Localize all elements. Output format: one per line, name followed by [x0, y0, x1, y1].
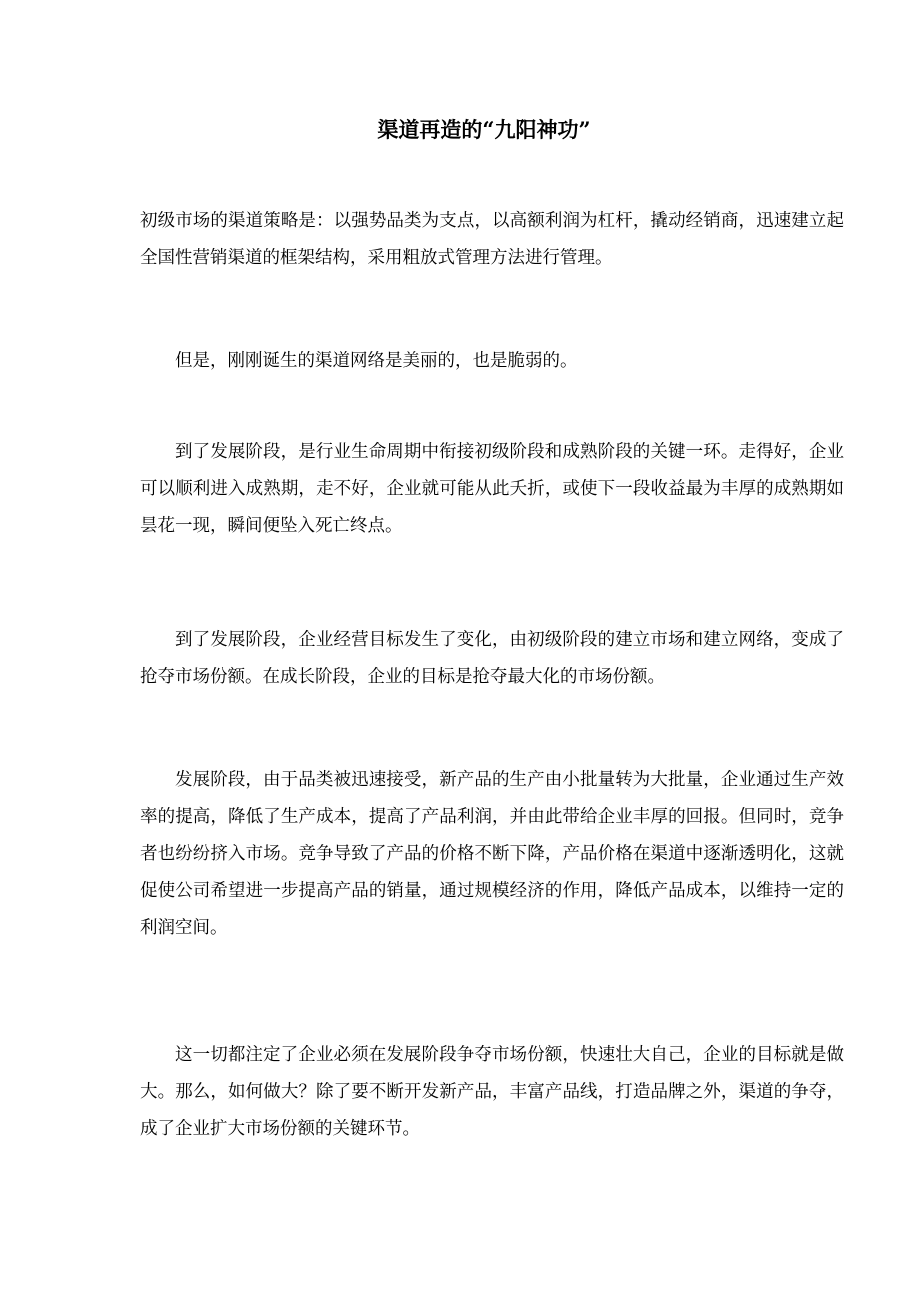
- paragraph-1: 初级市场的渠道策略是：以强势品类为支点，以高额利润为杠杆，撬动经销商，迅速建立起全国性营销渠道的框架结构，采用粗放式管理方法进行管理。: [140, 211, 844, 268]
- paragraph-4: 到了发展阶段，企业经营目标发生了变化，由初级阶段的建立市场和建立网络，变成了抢夺市场份额。在成长阶段，企业的目标是抢夺最大化的市场份额。: [140, 630, 844, 687]
- paragraph-2: 但是，刚刚诞生的渠道网络是美丽的，也是脆弱的。: [175, 351, 578, 371]
- document-title: 渠道再造的“九阳神功”: [377, 117, 591, 142]
- paragraph-5: 发展阶段，由于品类被迅速接受，新产品的生产由小批量转为大批量，企业通过生产效率的提高，降低了生产成本，提高了产品利润，并由此带给企业丰厚的回报。但同时，竞争者也纷纷挤入市场。竞争导致了产品的价格不断下降，产品价格在渠道中逐渐透明化，这就促使公司希望进一步提高产品的销量，通过规模经济的作用，降低产品成本，以维持一定的利润空间。: [140, 770, 844, 938]
- paragraph-6: 这一切都注定了企业必须在发展阶段争夺市场份额，快速壮大自己，企业的目标就是做大。那么，如何做大？除了要不断开发新产品，丰富产品线，打造品牌之外，渠道的争夺，成了企业扩大市场份额的关键环节。: [140, 1045, 844, 1139]
- paragraph-3: 到了发展阶段，是行业生命周期中衔接初级阶段和成熟阶段的关键一环。走得好，企业可以顺利进入成熟期，走不好，企业就可能从此夭折，或使下一段收益最为丰厚的成熟期如昙花一现，瞬间便坠入死亡终点。: [140, 442, 844, 536]
